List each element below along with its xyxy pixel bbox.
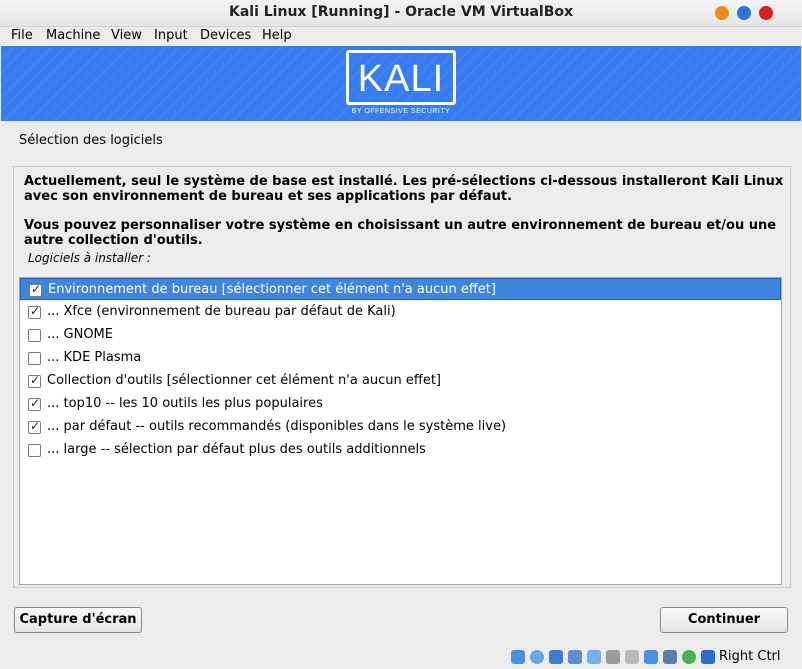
screenshot-button[interactable]: Capture d'écran [14, 607, 142, 633]
close-button[interactable] [759, 6, 773, 20]
list-label: Logiciels à installer : [28, 251, 151, 265]
checkbox[interactable] [28, 329, 41, 342]
list-item[interactable] [20, 370, 781, 392]
kali-logo-subtitle: BY OFFENSIVE SECURITY [351, 108, 451, 115]
list-item[interactable] [20, 416, 781, 438]
list-item-label: ... par défaut -- outils recommandés (disponibles dans le système live) [47, 419, 507, 434]
list-item[interactable] [20, 439, 781, 461]
cpu-icon[interactable] [663, 650, 677, 664]
network-icon[interactable] [568, 650, 582, 664]
checkmark-icon: ✓ [30, 419, 41, 433]
optical-drive-icon[interactable] [530, 650, 544, 664]
video-capture-icon[interactable] [644, 650, 658, 664]
hard-disk-icon[interactable] [511, 650, 525, 664]
kali-logo [346, 50, 456, 105]
list-item-label: ... KDE Plasma [47, 350, 142, 365]
list-item-label: ... GNOME [47, 327, 113, 342]
keyboard-capture-icon[interactable] [701, 650, 715, 664]
list-item[interactable] [20, 278, 781, 300]
list-item-label: Collection d'outils [sélectionner cet élément n'a aucun effet] [47, 373, 442, 388]
list-item[interactable] [20, 347, 781, 369]
usb-icon[interactable] [587, 650, 601, 664]
checkbox[interactable] [28, 375, 41, 388]
display-icon[interactable] [625, 650, 639, 664]
list-item[interactable] [20, 393, 781, 415]
checkmark-icon: ✓ [30, 396, 41, 410]
shared-folders-icon[interactable] [606, 650, 620, 664]
checkmark-icon: ✓ [30, 304, 41, 318]
status-bar [0, 645, 802, 669]
checkbox[interactable] [29, 284, 42, 297]
checkmark-icon: ✓ [30, 373, 41, 387]
menu-bar [0, 27, 802, 45]
description-customize: Vous pouvez personnaliser votre système en choisissant un autre environnement de bureau et/ou une autre collection d'outils. [24, 218, 777, 248]
list-item-label: ... top10 -- les 10 outils les plus populaires [47, 396, 323, 411]
list-item-label: Environnement de bureau [sélectionner cet élément n'a aucun effet] [48, 282, 496, 297]
list-item-label: ... large -- sélection par défaut plus des outils additionnels [47, 442, 426, 457]
kali-banner [1, 46, 801, 121]
menu-help[interactable]: Help [262, 28, 292, 43]
checkmark-icon: ✓ [31, 282, 42, 296]
menu-devices[interactable]: Devices [200, 28, 252, 43]
list-item[interactable] [20, 324, 781, 346]
kali-logo-text: KALI [357, 58, 445, 100]
window-title: Kali Linux [Running] - Oracle VM VirtualBox [228, 4, 574, 20]
menu-file[interactable]: File [11, 28, 33, 43]
window-titlebar [0, 0, 802, 27]
checkbox[interactable] [28, 352, 41, 365]
checkbox[interactable] [28, 398, 41, 411]
menu-input[interactable]: Input [154, 28, 188, 43]
menu-machine[interactable]: Machine [46, 28, 101, 43]
guest-additions-icon[interactable] [682, 650, 696, 664]
menu-view[interactable]: View [111, 28, 142, 43]
host-key-label: Right Ctrl [719, 649, 781, 664]
software-selection-panel [13, 166, 791, 588]
list-item-label: ... Xfce (environnement de bureau par défaut de Kali) [47, 304, 396, 319]
software-list [19, 277, 782, 585]
checkbox[interactable] [28, 306, 41, 319]
installer-content [0, 122, 802, 669]
page-title: Sélection des logiciels [19, 133, 163, 148]
list-item[interactable] [20, 301, 781, 323]
checkbox[interactable] [28, 421, 41, 434]
continue-button[interactable]: Continuer [660, 607, 788, 633]
maximize-button[interactable] [737, 6, 751, 20]
checkbox[interactable] [28, 444, 41, 457]
minimize-button[interactable] [715, 6, 729, 20]
audio-icon[interactable] [549, 650, 563, 664]
description-current: Actuellement, seul le système de base est installé. Les pré-sélections ci-dessous installeront Kali Linux avec son environnement de bureau et ses applications par défaut. [24, 174, 784, 204]
